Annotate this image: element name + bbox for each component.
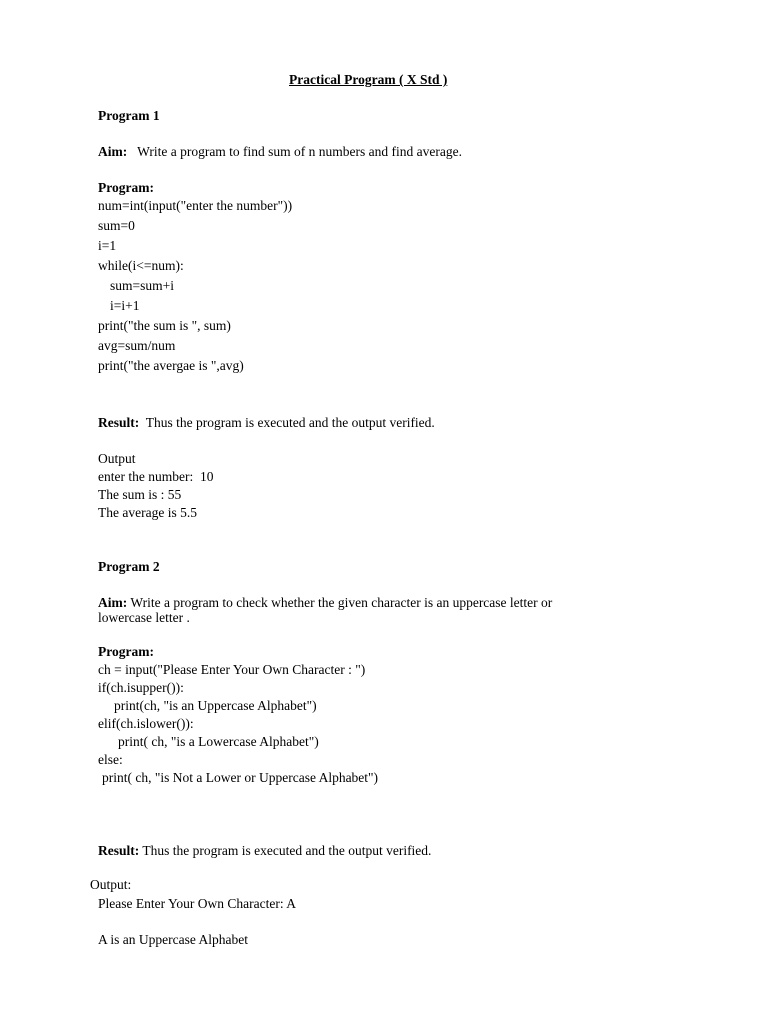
code-line: avg=sum/num [98,338,176,353]
output-line: Please Enter Your Own Character: A [98,896,296,911]
aim-text: Write a program to check whether the given character is an uppercase letter or [130,595,553,610]
document-title: Practical Program ( X Std ) [289,72,448,87]
result-text: Thus the program is executed and the output verified. [142,843,432,858]
code-line: ch = input("Please Enter Your Own Character : ") [98,662,366,677]
result-label: Result: [98,415,140,430]
program2-result [98,842,431,860]
program2-heading: Program 2 [98,559,160,574]
code-line: else: [98,752,123,767]
code-line: print("the avergae is ",avg) [98,358,244,373]
code-line: print( ch, "is Not a Lower or Uppercase Alphabet") [102,770,379,785]
program2-output-label: Output: [90,877,132,892]
code-line: sum=sum+i [110,278,174,293]
result-label: Result: [98,843,140,858]
program1-heading: Program 1 [98,108,160,123]
program2-program-label: Program: [98,644,154,659]
program1-result [98,414,435,432]
code-line: print("the sum is ", sum) [98,318,231,333]
aim-label: Aim: [98,595,128,610]
program2-aim-continued: lowercase letter . [98,610,190,625]
code-line: num=int(input("enter the number")) [98,198,293,213]
code-line: i=1 [98,238,117,253]
program1-program-label: Program: [98,180,154,195]
code-line: if(ch.isupper()): [98,680,184,695]
output-line: The sum is : 55 [98,487,182,502]
aim-label: Aim: [98,144,128,159]
output-line: enter the number: 10 [98,469,214,484]
code-line: print(ch, "is an Uppercase Alphabet") [114,698,317,713]
result-text: Thus the program is executed and the output verified. [145,415,435,430]
output-line: A is an Uppercase Alphabet [98,932,248,947]
program1-aim [98,143,462,161]
output-line: The average is 5.5 [98,505,197,520]
code-line: sum=0 [98,218,135,233]
aim-text: Write a program to find sum of n numbers and find average. [137,144,462,159]
code-line: while(i<=num): [98,258,184,273]
code-line: print( ch, "is a Lowercase Alphabet") [118,734,319,749]
code-line: elif(ch.islower()): [98,716,194,731]
program1-output-label: Output [98,451,136,466]
code-line: i=i+1 [110,298,140,313]
